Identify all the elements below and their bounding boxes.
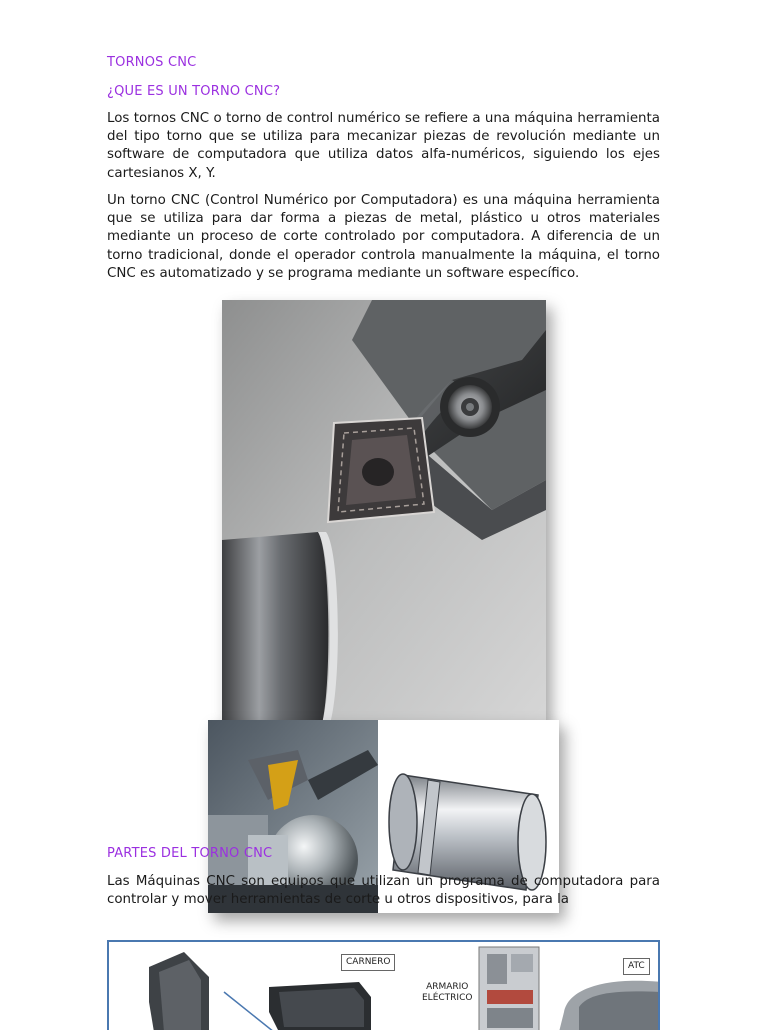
diagram-label-armario-line1: ARMARIO [426,982,469,992]
diagram-label-carnero: CARNERO [341,954,395,971]
paragraph-definition: Los tornos CNC o torno de control numérico se refiere a una máquina herramienta del tipo torno que se utiliza para mecanizar piezas de revolución mediante un software de computadora que utiliza datos alfa-numéricos, siguiendo los ejes cartesianos X, Y. [107,111,660,181]
diagram-label-armario [418,980,476,1006]
section-heading-parts: PARTES DEL TORNO CNC [107,846,273,861]
paragraph-description: Un torno CNC (Control Numérico por Computadora) es una máquina herramienta que se utiliza para dar forma a piezas de metal, plástico u otros materiales mediante un proceso de corte controlado por computadora. A diferencia de un torno tradicional, donde el operador controla manualmente la máquina, el torno CNC es automatizado y se programa mediante un software específico. [107,193,660,281]
section-heading-what-is: ¿QUE ES UN TORNO CNC? [107,84,281,99]
paragraph-parts-intro: Las Máquinas CNC son equipos que utilizan un programa de computadora para controlar y mover herramientas de corte u otros dispositivos, para la [107,874,660,908]
diagram-label-armario-line2: ELÉCTRICO [422,993,473,1003]
diagram-cnc-parts [107,940,660,1030]
diagram-label-atc: ATC [623,958,650,975]
document-title: TORNOS CNC [107,55,197,70]
photo-cnc-cutting-insert [222,300,546,724]
